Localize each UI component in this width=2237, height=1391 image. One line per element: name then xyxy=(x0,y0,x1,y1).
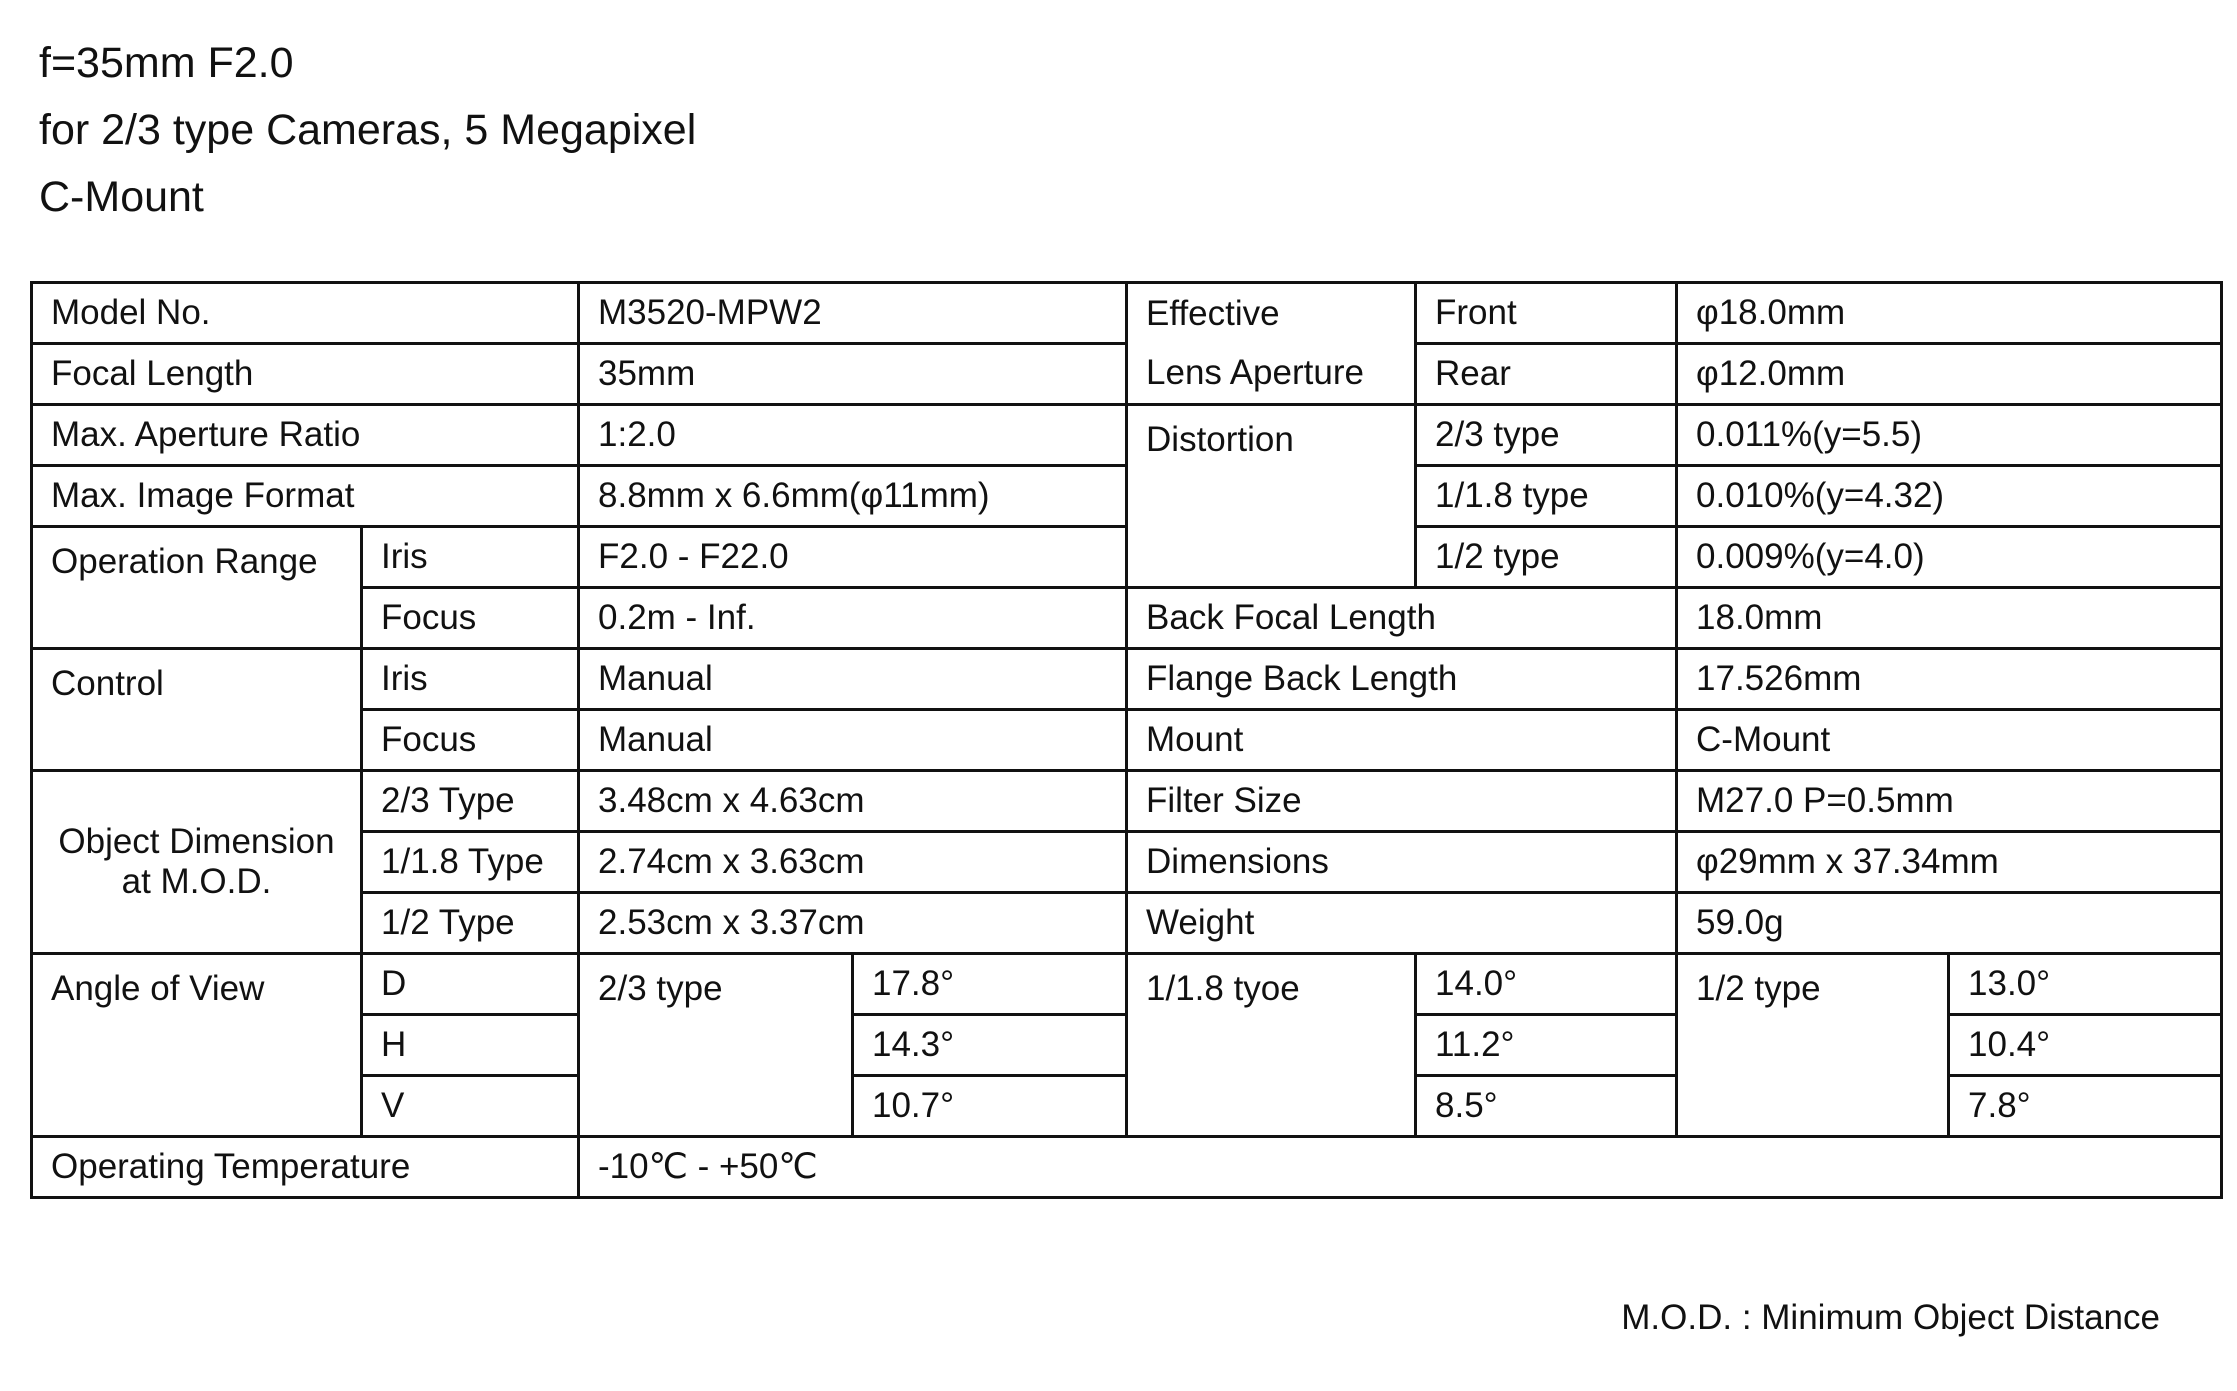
flange-back-length-label: Flange Back Length xyxy=(1127,649,1677,710)
distortion-type: 2/3 type xyxy=(1416,405,1677,466)
focal-length-value: 35mm xyxy=(579,344,1127,405)
spec-row xyxy=(32,405,2222,466)
flange-back-length-value: 17.526mm xyxy=(1677,649,2222,710)
effective-front-label: Front xyxy=(1416,283,1677,344)
distortion-type: 1/1.8 type xyxy=(1416,466,1677,527)
control-iris-label: Iris xyxy=(362,649,579,710)
filter-size-label: Filter Size xyxy=(1127,771,1677,832)
object-dimension-label-line1: Object Dimension xyxy=(58,822,335,861)
spec-row xyxy=(32,1137,2222,1198)
distortion-value: 0.009%(y=4.0) xyxy=(1677,527,2222,588)
max-image-format-value: 8.8mm x 6.6mm(φ11mm) xyxy=(579,466,1127,527)
max-aperture-label: Max. Aperture Ratio xyxy=(32,405,579,466)
spec-row xyxy=(32,649,2222,710)
effective-rear-label: Rear xyxy=(1416,344,1677,405)
control-label: Control xyxy=(32,649,362,771)
back-focal-length-label: Back Focal Length xyxy=(1127,588,1677,649)
focal-length-label: Focal Length xyxy=(32,344,579,405)
effective-label-line1: Effective xyxy=(1127,283,1416,344)
filter-size-value: M27.0 P=0.5mm xyxy=(1677,771,2222,832)
control-iris-value: Manual xyxy=(579,649,1127,710)
angle-group-type: 1/1.8 tyoe xyxy=(1127,954,1416,1137)
effective-label-line2: Lens Aperture xyxy=(1127,344,1416,405)
angle-group-type: 2/3 type xyxy=(579,954,853,1137)
operation-range-focus-value: 0.2m - Inf. xyxy=(579,588,1127,649)
mount-value: C-Mount xyxy=(1677,710,2222,771)
object-dimension-value: 2.53cm x 3.37cm xyxy=(579,893,1127,954)
angle-value: 8.5° xyxy=(1416,1076,1677,1137)
lens-summary-header xyxy=(39,30,696,231)
effective-front-value: φ18.0mm xyxy=(1677,283,2222,344)
spec-row xyxy=(32,283,2222,344)
angle-value: 14.0° xyxy=(1416,954,1677,1015)
dimensions-label: Dimensions xyxy=(1127,832,1677,893)
angle-axis-label: D xyxy=(362,954,579,1015)
lens-spec-table xyxy=(30,281,2223,1199)
weight-value: 59.0g xyxy=(1677,893,2222,954)
effective-rear-value: φ12.0mm xyxy=(1677,344,2222,405)
angle-group-type: 1/2 type xyxy=(1677,954,1949,1137)
lens-focal-aperture-title: f=35mm F2.0 xyxy=(39,39,294,87)
angle-axis-label: H xyxy=(362,1015,579,1076)
distortion-value: 0.010%(y=4.32) xyxy=(1677,466,2222,527)
max-image-format-label: Max. Image Format xyxy=(32,466,579,527)
distortion-label: Distortion xyxy=(1127,405,1416,588)
angle-value: 10.4° xyxy=(1949,1015,2222,1076)
lens-camera-type-title: for 2/3 type Cameras, 5 Megapixel xyxy=(39,106,697,154)
operation-range-iris-label: Iris xyxy=(362,527,579,588)
object-dimension-value: 2.74cm x 3.63cm xyxy=(579,832,1127,893)
operation-range-focus-label: Focus xyxy=(362,588,579,649)
angle-value: 10.7° xyxy=(853,1076,1127,1137)
angle-value: 11.2° xyxy=(1416,1015,1677,1076)
object-dimension-type: 1/2 Type xyxy=(362,893,579,954)
object-dimension-label xyxy=(32,771,362,954)
angle-value: 14.3° xyxy=(853,1015,1127,1076)
object-dimension-type: 1/1.8 Type xyxy=(362,832,579,893)
model-no-label: Model No. xyxy=(32,283,579,344)
object-dimension-value: 3.48cm x 4.63cm xyxy=(579,771,1127,832)
weight-label: Weight xyxy=(1127,893,1677,954)
operating-temperature-value: -10℃ - +50℃ xyxy=(579,1137,2222,1198)
operation-range-label: Operation Range xyxy=(32,527,362,649)
mod-footnote: M.O.D. : Minimum Object Distance xyxy=(1621,1298,2160,1337)
max-aperture-value: 1:2.0 xyxy=(579,405,1127,466)
model-no-value: M3520-MPW2 xyxy=(579,283,1127,344)
object-dimension-type: 2/3 Type xyxy=(362,771,579,832)
object-dimension-label-line2: at M.O.D. xyxy=(121,862,272,901)
angle-value: 17.8° xyxy=(853,954,1127,1015)
control-focus-label: Focus xyxy=(362,710,579,771)
operating-temperature-label: Operating Temperature xyxy=(32,1137,579,1198)
angle-of-view-label: Angle of View xyxy=(32,954,362,1137)
spec-row xyxy=(32,771,2222,832)
dimensions-value: φ29mm x 37.34mm xyxy=(1677,832,2222,893)
spec-row xyxy=(32,344,2222,405)
spec-row xyxy=(32,954,2222,1015)
distortion-type: 1/2 type xyxy=(1416,527,1677,588)
angle-axis-label: V xyxy=(362,1076,579,1137)
operation-range-iris-value: F2.0 - F22.0 xyxy=(579,527,1127,588)
lens-mount-title: C-Mount xyxy=(39,173,204,221)
mount-label: Mount xyxy=(1127,710,1677,771)
angle-value: 7.8° xyxy=(1949,1076,2222,1137)
control-focus-value: Manual xyxy=(579,710,1127,771)
back-focal-length-value: 18.0mm xyxy=(1677,588,2222,649)
angle-value: 13.0° xyxy=(1949,954,2222,1015)
distortion-value: 0.011%(y=5.5) xyxy=(1677,405,2222,466)
